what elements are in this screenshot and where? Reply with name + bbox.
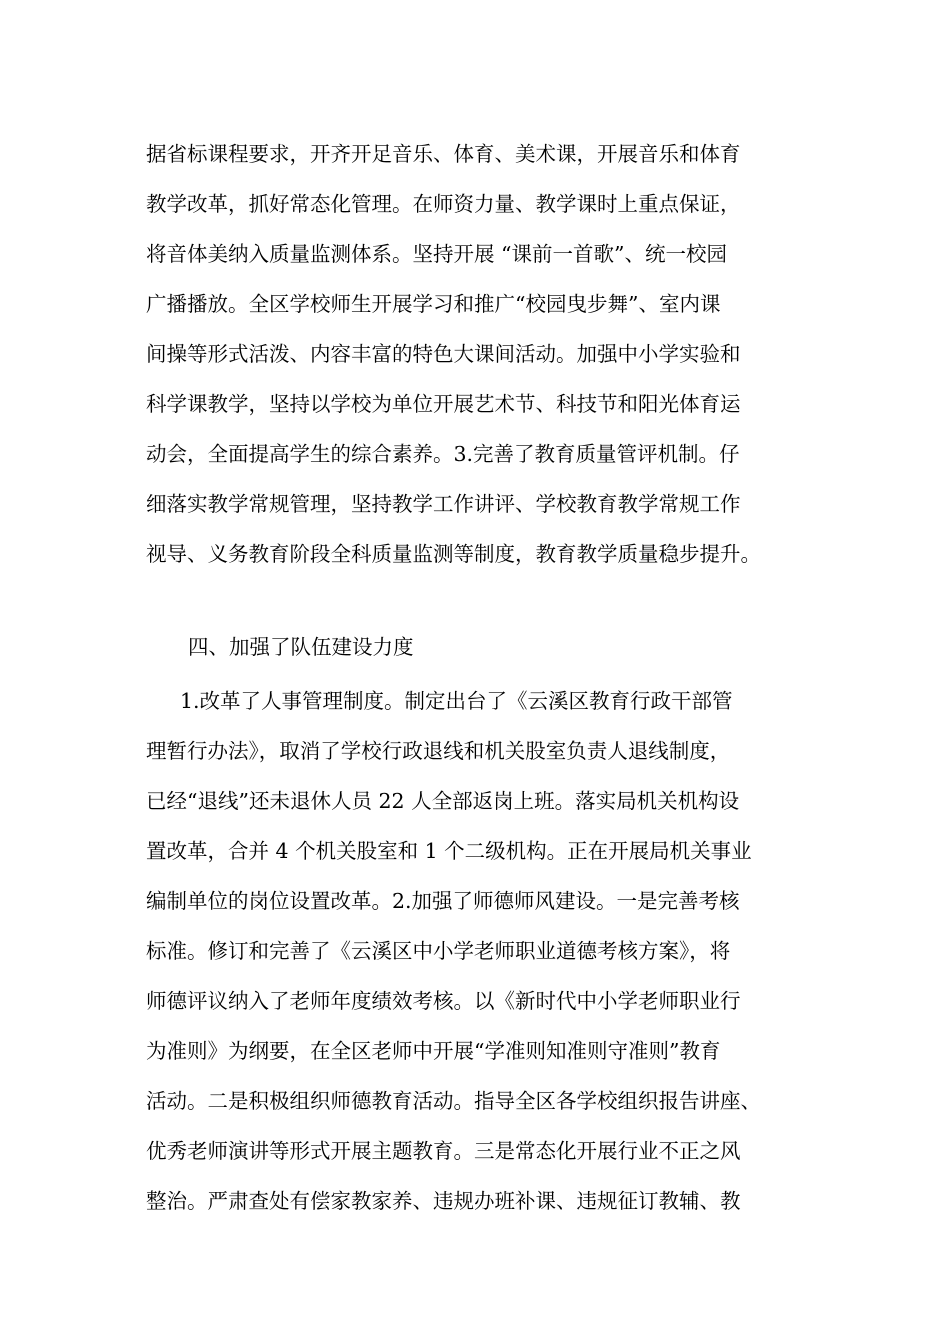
paragraph-line: 视导、义务教育阶段全科质量监测等制度，教育教学质量稳步提升。 bbox=[146, 542, 761, 566]
paragraph-line: 将音体美纳入质量监测体系。坚持开展 “课前一首歌”、统一校园 bbox=[146, 242, 727, 266]
paragraph-line: 细落实教学常规管理，坚持教学工作讲评、学校教育教学常规工作 bbox=[146, 492, 741, 516]
paragraph-line: 已经“退线”还未退休人员 22 人全部返岗上班。落实局机关机构设 bbox=[146, 789, 740, 813]
paragraph-line: 置改革，合并 4 个机关股室和 1 个二级机构。正在开展局机关事业 bbox=[146, 839, 752, 863]
paragraph-line: 为准则》为纲要，在全区老师中开展“学准则知准则守准则”教育 bbox=[146, 1039, 721, 1063]
paragraph-line: 动会，全面提高学生的综合素养。3.完善了教育质量管评机制。仔 bbox=[146, 442, 740, 466]
paragraph-line: 1.改革了人事管理制度。制定出台了《云溪区教育行政干部管 bbox=[180, 689, 733, 713]
section-heading: 四、加强了队伍建设力度 bbox=[188, 635, 414, 659]
paragraph-line: 间操等形式活泼、内容丰富的特色大课间活动。加强中小学实验和 bbox=[146, 342, 741, 366]
paragraph-line: 科学课教学，坚持以学校为单位开展艺术节、科技节和阳光体育运 bbox=[146, 392, 741, 416]
paragraph-line: 广播播放。全区学校师生开展学习和推广“校园曳步舞”、室内课 bbox=[146, 292, 721, 316]
paragraph-line: 教学改革，抓好常态化管理。在师资力量、教学课时上重点保证， bbox=[146, 192, 741, 216]
paragraph-line: 师德评议纳入了老师年度绩效考核。以《新时代中小学老师职业行 bbox=[146, 989, 741, 1013]
paragraph-line: 编制单位的岗位设置改革。2.加强了师德师风建设。一是完善考核 bbox=[146, 889, 740, 913]
paragraph-line: 整治。严肃查处有偿家教家养、违规办班补课、违规征订教辅、教 bbox=[146, 1189, 741, 1213]
paragraph-line: 活动。二是积极组织师德教育活动。指导全区各学校组织报告讲座、 bbox=[146, 1089, 761, 1113]
paragraph-line: 据省标课程要求，开齐开足音乐、体育、美术课，开展音乐和体育 bbox=[146, 142, 741, 166]
paragraph-line: 理暂行办法》，取消了学校行政退线和机关股室负责人退线制度， bbox=[146, 739, 731, 763]
paragraph-line: 标准。修订和完善了《云溪区中小学老师职业道德考核方案》，将 bbox=[146, 939, 731, 963]
paragraph-line: 优秀老师演讲等形式开展主题教育。三是常态化开展行业不正之风 bbox=[146, 1139, 741, 1163]
